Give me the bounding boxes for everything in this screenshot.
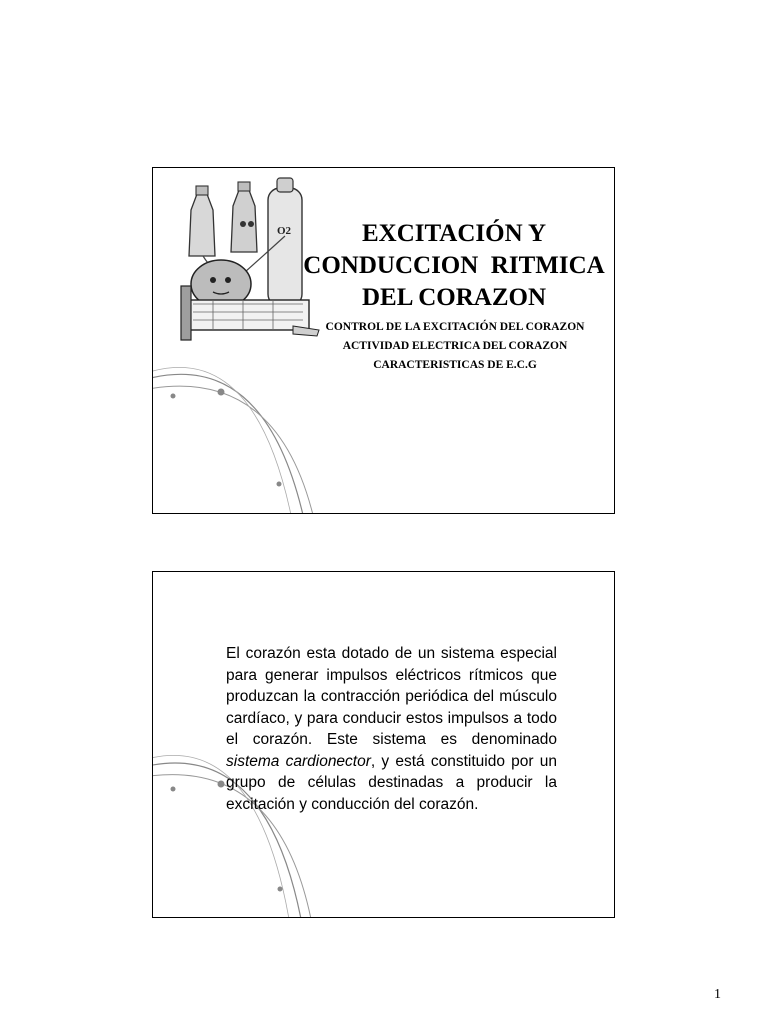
decorative-dot [171,394,176,399]
title-line: DEL CORAZON [361,284,547,311]
paragraph-text: , y está constituido por un grupo de células destinadas a producir la excitación y conducción del corazón. [226,752,557,813]
decorative-dot [171,787,176,792]
decorative-dot [218,389,225,396]
slide-2 [152,571,615,918]
subtitle-line: CONTROL DE LA EXCITACIÓN DEL CORAZON [325,321,585,333]
emphasis-term: sistema cardionector [226,752,371,770]
svg-text:O2: O2 [277,225,292,237]
decorative-dot [218,781,225,788]
decorative-dot [277,482,282,487]
paragraph-text: El corazón esta dotado de un sistema especial para generar impulsos eléctricos rítmicos que produzcan la contracción periódica del músculo cardíaco, y para conducir estos impulsos a todo el corazón. Este sistema es denominado [226,645,557,748]
title-line: CONDUCCION RITMICA [303,252,605,279]
slide-body-paragraph [226,643,557,815]
page-number: 1 [714,987,721,1002]
slide-title [293,218,615,314]
decorative-dot [278,887,283,892]
subtitle-line: ACTIVIDAD ELECTRICA DEL CORAZON [342,340,568,352]
title-line: EXCITACIÓN Y [361,220,547,247]
slide-1 [152,167,615,514]
subtitle-line: CARACTERISTICAS DE E.C.G [373,359,537,371]
slide-subtitles [305,318,605,375]
